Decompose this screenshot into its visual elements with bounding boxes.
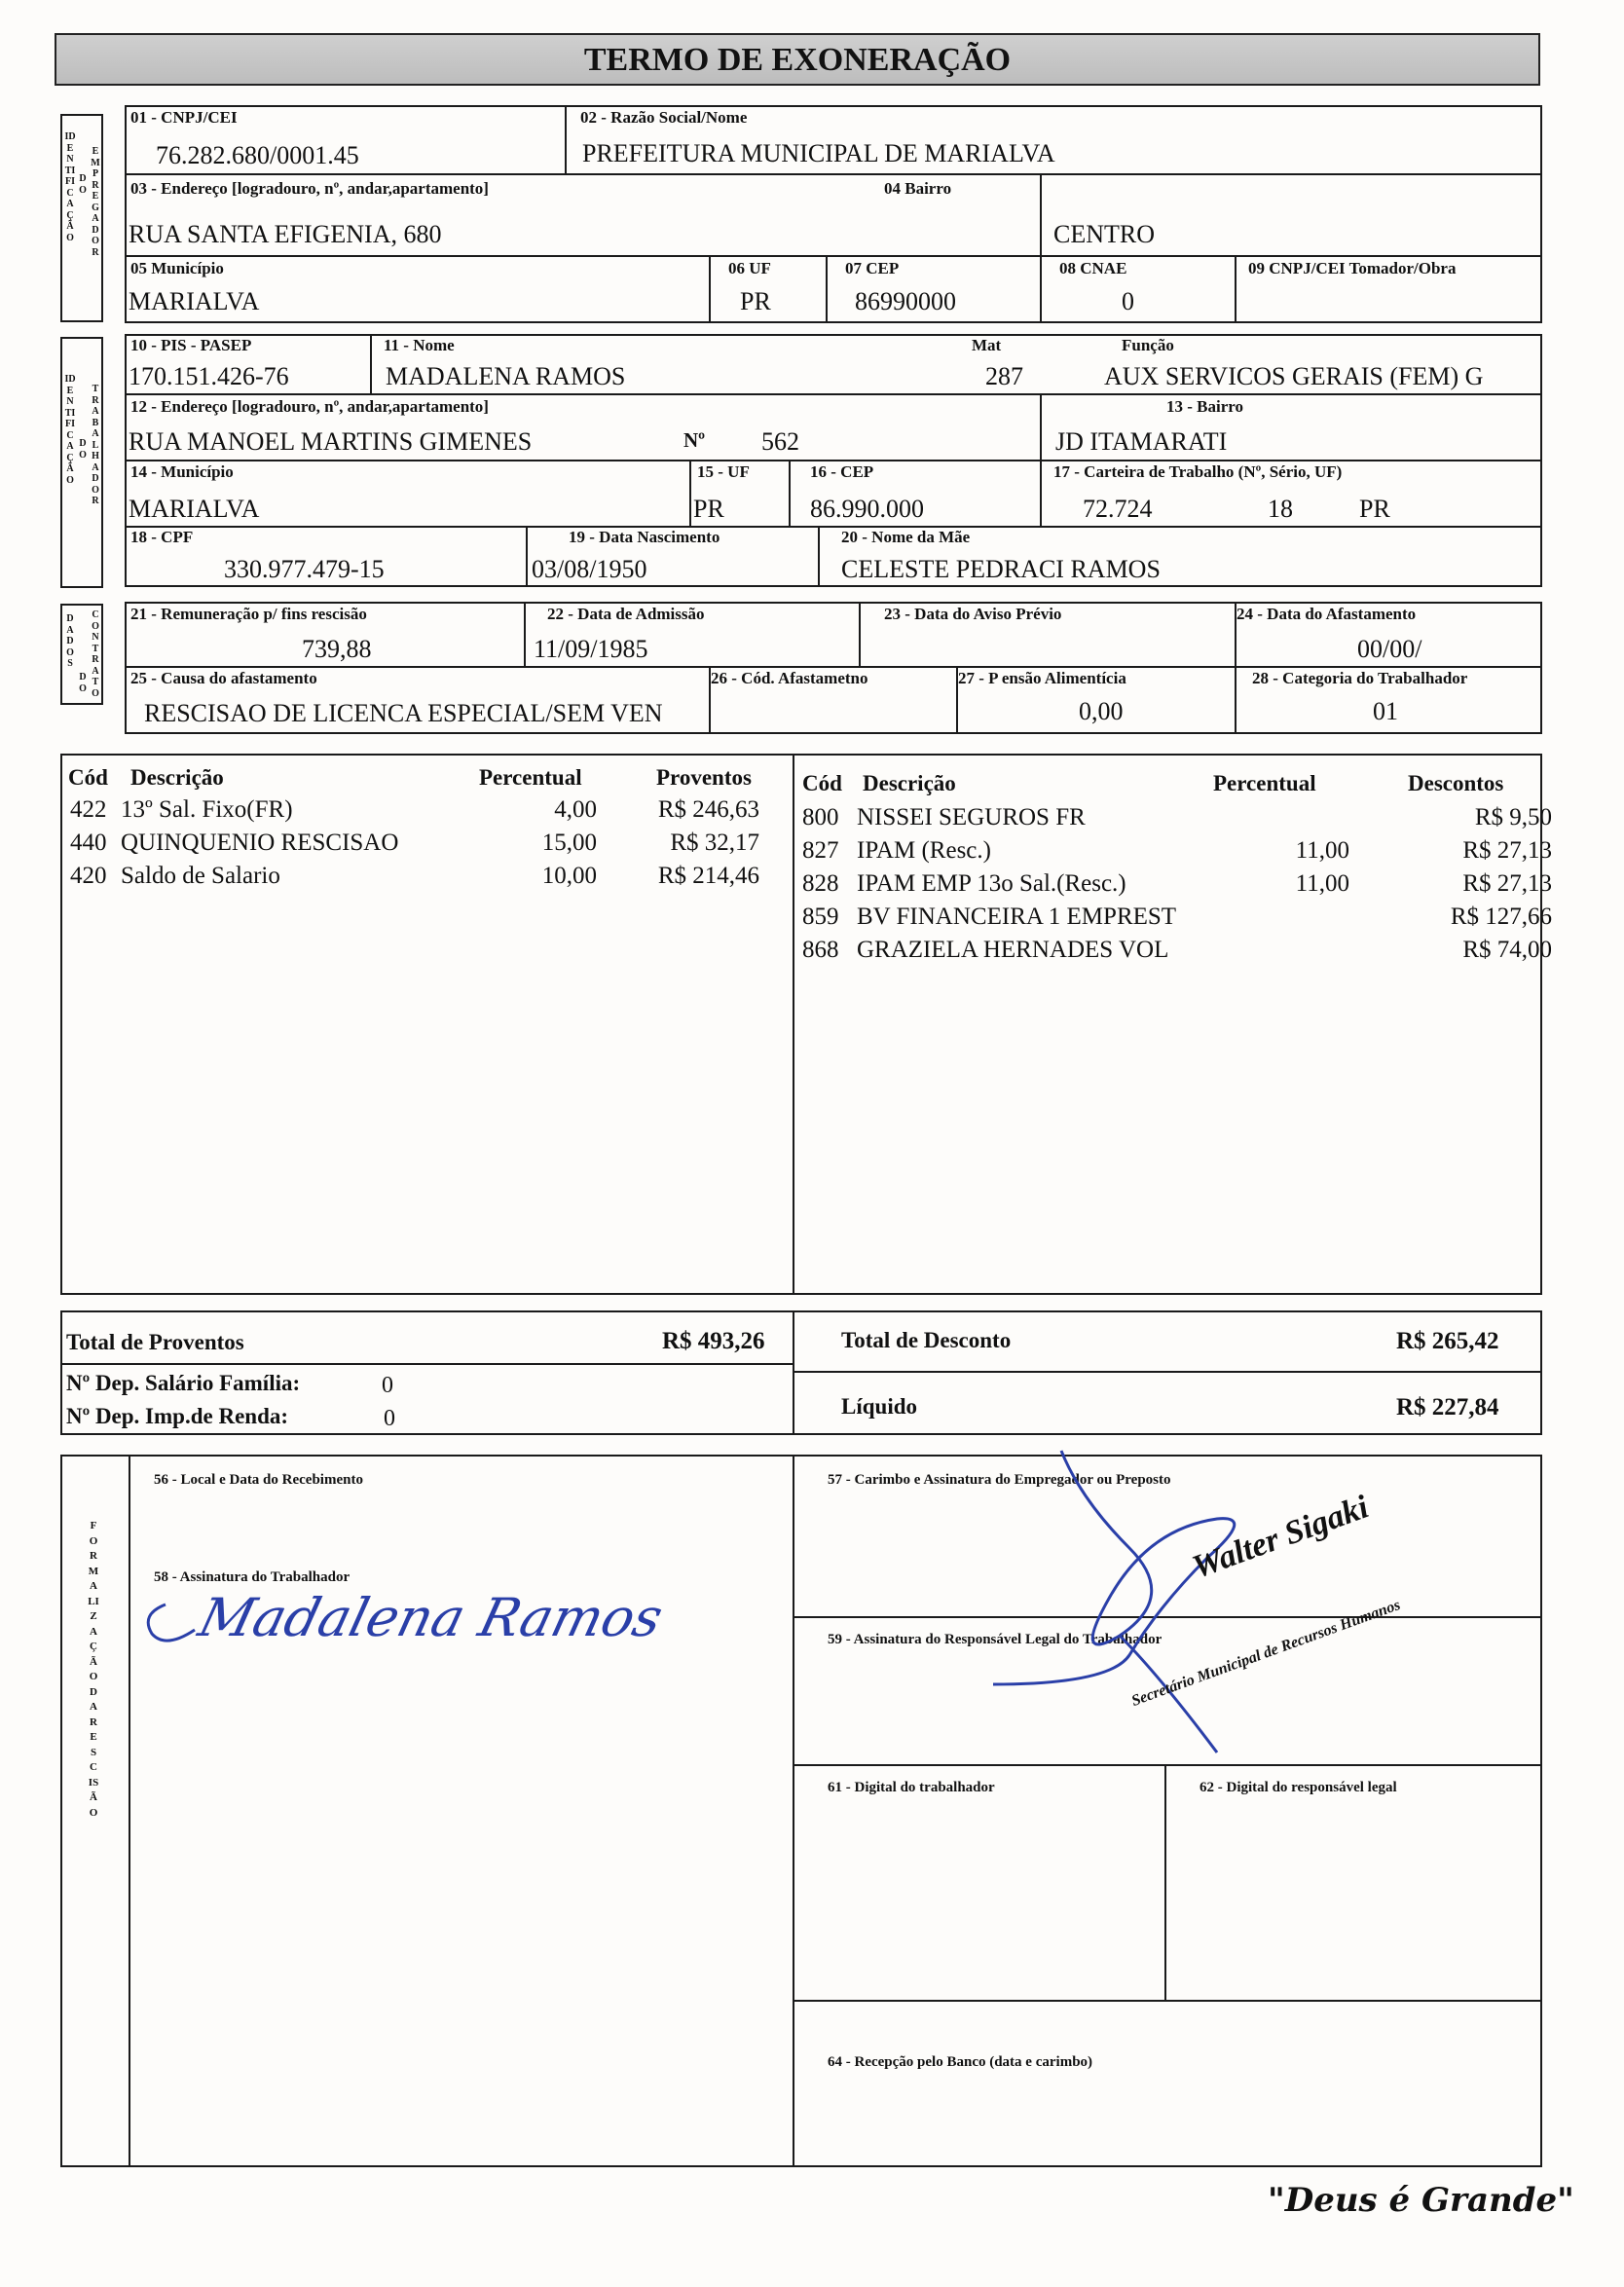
proventos-desc: 13º Sal. Fixo(FR) (121, 796, 293, 823)
imp-renda-label: Nº Dep. Imp.de Renda: (66, 1404, 289, 1428)
employer-razao: PREFEITURA MUNICIPAL DE MARIALVA (582, 139, 1055, 167)
employer-side-label-1: IDENTIFICAÇÃO (64, 131, 76, 243)
worker-side-label-2: DO (79, 438, 87, 461)
local-data-label: 56 - Local e Data do Recebimento (154, 1472, 363, 1488)
worker-mat: 287 (985, 362, 1023, 390)
title-bar (55, 33, 1540, 86)
worker-nome-label: 11 - Nome (384, 336, 455, 354)
employer-uf: PR (740, 287, 771, 315)
worker-uf: PR (693, 495, 724, 523)
stamp-name: Walter Sigaki (1188, 1489, 1374, 1586)
contract-causa-label: 25 - Causa do afastamento (130, 669, 317, 687)
employer-cnpj: 76.282.680/0001.45 (156, 141, 359, 169)
descontos-valor: R$ 27,13 (1462, 870, 1552, 897)
worker-ctps-serie: 18 (1268, 495, 1293, 523)
employer-razao-label: 02 - Razão Social/Nome (580, 108, 748, 127)
carimbo-label: 57 - Carimbo e Assinatura do Empregador ou Preposto (828, 1472, 1171, 1488)
proventos-perc: 10,00 (541, 863, 597, 889)
worker-numero-label: Nº (683, 428, 706, 452)
footer-motto: "Deus é Grande" (1268, 2181, 1574, 2220)
employer-bairro-label: 04 Bairro (884, 179, 952, 198)
descontos-header-desc: Descrição (863, 771, 956, 795)
banco-label: 64 - Recepção pelo Banco (data e carimbo) (828, 2054, 1093, 2070)
contract-admissao: 11/09/1985 (534, 635, 648, 663)
assin-resp-label: 59 - Assinatura do Responsável Legal do Trabalhador (828, 1632, 1163, 1647)
descontos-cod: 827 (802, 837, 839, 864)
worker-municipio: MARIALVA (129, 495, 260, 523)
employer-tomador-label: 09 CNPJ/CEI Tomador/Obra (1248, 259, 1457, 277)
employer-cep: 86990000 (855, 287, 956, 315)
total-proventos: R$ 493,26 (662, 1328, 765, 1354)
worker-cep-label: 16 - CEP (810, 462, 874, 481)
employer-uf-label: 06 UF (728, 259, 771, 277)
proventos-cod: 420 (70, 863, 107, 889)
page-title: TERMO DE EXONERAÇÃO (583, 42, 1012, 78)
descontos-cod: 859 (802, 904, 839, 930)
worker-pis: 170.151.426-76 (129, 362, 289, 390)
descontos-header-perc: Percentual (1213, 771, 1316, 795)
worker-mat-label: Mat (972, 336, 1002, 354)
proventos-header-cod: Cód (68, 765, 108, 790)
contract-categoria-label: 28 - Categoria do Trabalhador (1252, 669, 1468, 687)
imp-renda: 0 (384, 1406, 395, 1431)
employer-box (125, 105, 1542, 323)
worker-endereco-label: 12 - Endereço [logradouro, nº, andar,apartamento] (130, 397, 489, 416)
descontos-valor: R$ 127,66 (1450, 904, 1552, 930)
contract-side-label-2: DO (79, 672, 87, 694)
worker-nasc-label: 19 - Data Nascimento (569, 528, 720, 546)
employer-cnae: 0 (1122, 287, 1134, 315)
proventos-valor: R$ 214,46 (657, 863, 759, 889)
descontos-desc: BV FINANCEIRA 1 EMPREST (857, 904, 1177, 930)
worker-ctps-uf: PR (1359, 495, 1390, 523)
descontos-valor: R$ 27,13 (1462, 837, 1552, 864)
liquido-label: Líquido (841, 1394, 917, 1419)
total-proventos-label: Total de Proventos (66, 1330, 244, 1354)
total-desconto: R$ 265,42 (1396, 1328, 1499, 1354)
worker-side-label-1: IDENTIFICAÇÃO (64, 374, 76, 486)
digital-trab-label: 61 - Digital do trabalhador (828, 1780, 995, 1795)
worker-side-label-3: TRABALHADOR (92, 384, 99, 506)
contract-afast-label: 24 - Data do Afastamento (1236, 605, 1417, 623)
liquido: R$ 227,84 (1396, 1394, 1499, 1420)
contract-side-label-1: DADOS (66, 613, 74, 669)
proventos-perc: 4,00 (554, 796, 597, 823)
descontos-perc: 11,00 (1295, 837, 1349, 864)
descontos-header-valor: Descontos (1408, 771, 1504, 795)
stamp-title: Secretário Municipal de Recursos Humanos (1129, 1596, 1403, 1710)
worker-pis-label: 10 - PIS - PASEP (130, 336, 252, 354)
proventos-desc: Saldo de Salario (121, 863, 280, 889)
employer-endereco: RUA SANTA EFIGENIA, 680 (129, 220, 442, 248)
descontos-cod: 868 (802, 937, 839, 963)
worker-bairro-label: 13 - Bairro (1166, 397, 1244, 416)
contract-afast: 00/00/ (1357, 635, 1422, 663)
employer-bairro: CENTRO (1053, 220, 1155, 248)
employer-side-label-3: EMPREGADOR (91, 146, 100, 258)
worker-nasc: 03/08/1950 (532, 555, 647, 583)
descontos-cod: 800 (802, 804, 839, 830)
contract-causa: RESCISAO DE LICENCA ESPECIAL/SEM VEN (144, 699, 663, 727)
proventos-cod: 440 (70, 830, 107, 856)
employer-signature (964, 1441, 1373, 1762)
worker-numero: 562 (761, 427, 799, 456)
employer-endereco-label: 03 - Endereço [logradouro, nº, andar,apartamento] (130, 179, 489, 198)
proventos-header-desc: Descrição (130, 765, 224, 790)
contract-cod-afast-label: 26 - Cód. Afastametno (711, 669, 868, 687)
proventos-desc: QUINQUENIO RESCISAO (121, 830, 399, 856)
descontos-desc: IPAM (Resc.) (857, 837, 991, 864)
assin-trab-label: 58 - Assinatura do Trabalhador (154, 1569, 351, 1585)
worker-cpf: 330.977.479-15 (224, 555, 385, 583)
descontos-desc: IPAM EMP 13o Sal.(Resc.) (857, 870, 1126, 897)
sal-familia-label: Nº Dep. Salário Família: (66, 1371, 301, 1395)
employer-cep-label: 07 CEP (845, 259, 900, 277)
worker-funcao: AUX SERVICOS GERAIS (FEM) G (1104, 362, 1484, 390)
descontos-desc: GRAZIELA HERNADES VOL (857, 937, 1169, 963)
contract-side-label-3: CONTRATO (92, 609, 99, 699)
worker-signature-text: Madalena Ramos (193, 1587, 669, 1648)
employer-cnae-label: 08 CNAE (1059, 259, 1127, 277)
descontos-header-cod: Cód (802, 771, 842, 795)
descontos-cod: 828 (802, 870, 839, 897)
worker-cpf-label: 18 - CPF (130, 528, 194, 546)
descontos-desc: NISSEI SEGUROS FR (857, 804, 1086, 830)
worker-funcao-label: Função (1122, 336, 1174, 354)
total-desconto-label: Total de Desconto (841, 1328, 1012, 1352)
worker-uf-label: 15 - UF (697, 462, 750, 481)
worker-endereco: RUA MANOEL MARTINS GIMENES (129, 427, 533, 456)
contract-aviso-label: 23 - Data do Aviso Prévio (884, 605, 1062, 623)
contract-remun: 739,88 (302, 635, 372, 663)
worker-ctps-label: 17 - Carteira de Trabalho (Nº, Sério, UF) (1053, 462, 1343, 481)
contract-pensao-label: 27 - P ensão Alimentícia (958, 669, 1126, 687)
proventos-cod: 422 (70, 796, 107, 823)
digital-resp-label: 62 - Digital do responsável legal (1200, 1780, 1397, 1795)
employer-cnpj-label: 01 - CNPJ/CEI (130, 108, 238, 127)
sal-familia: 0 (382, 1373, 393, 1398)
contract-pensao: 0,00 (1079, 697, 1124, 725)
proventos-valor: R$ 32,17 (670, 830, 759, 856)
employer-municipio-label: 05 Município (130, 259, 224, 277)
formalization-side-label: FORMALIZAÇÃO DA RESCISÃO (88, 1520, 99, 1819)
proventos-header-valor: Proventos (656, 765, 752, 790)
employer-side-label-2: DO (79, 173, 87, 196)
contract-remun-label: 21 - Remuneração p/ fins rescisão (130, 605, 367, 623)
worker-ctps-num: 72.724 (1083, 495, 1153, 523)
worker-municipio-label: 14 - Município (130, 462, 234, 481)
worker-bairro: JD ITAMARATI (1055, 427, 1228, 456)
worker-cep: 86.990.000 (810, 495, 924, 523)
descontos-valor: R$ 74,00 (1462, 937, 1552, 963)
worker-mae-label: 20 - Nome da Mãe (841, 528, 971, 546)
worker-nome: MADALENA RAMOS (386, 362, 626, 390)
employer-municipio: MARIALVA (129, 287, 260, 315)
proventos-header-perc: Percentual (479, 765, 582, 790)
proventos-perc: 15,00 (541, 830, 597, 856)
contract-admissao-label: 22 - Data de Admissão (547, 605, 705, 623)
descontos-perc: 11,00 (1295, 870, 1349, 897)
worker-mae: CELESTE PEDRACI RAMOS (841, 555, 1161, 583)
contract-categoria: 01 (1373, 697, 1398, 725)
descontos-valor: R$ 9,50 (1474, 804, 1552, 830)
proventos-valor: R$ 246,63 (657, 796, 759, 823)
